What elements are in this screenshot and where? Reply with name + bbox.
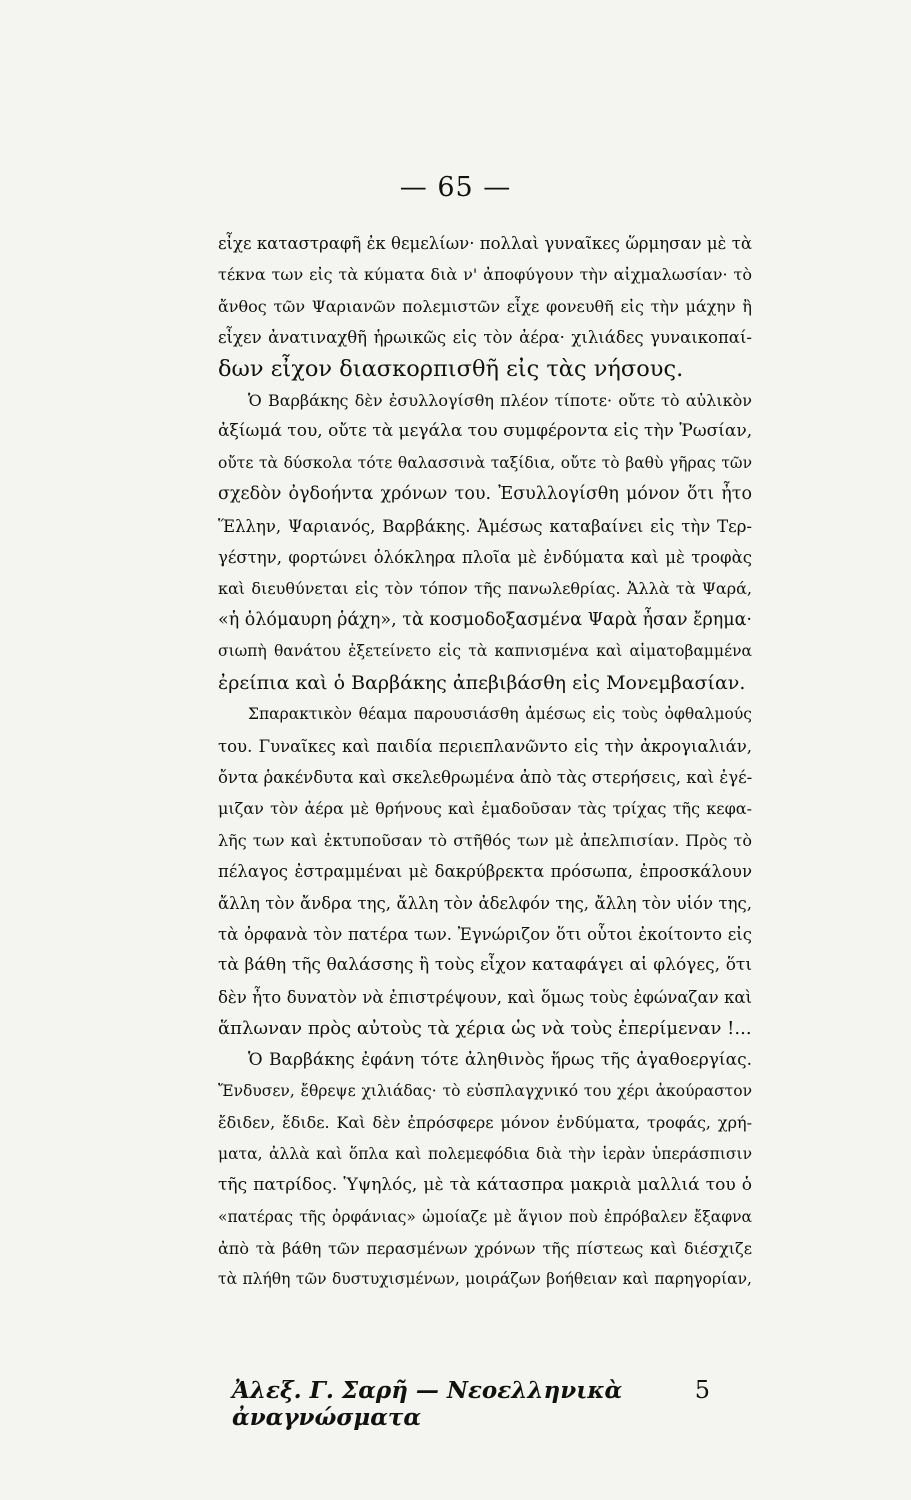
text-line: του. Γυναῖκες καὶ παιδία περιεπλανῶντο εἰς τὴν ἀκρογιαλιάν, [218,736,752,756]
page-footer [232,1376,710,1431]
paragraph [218,385,752,699]
text-line: ὄντα ῥακένδυτα καὶ σκελεθρωμένα ἀπὸ τὰς στερήσεις, καὶ ἐγέ- [218,767,753,787]
text-line: ἄνθος τῶν Ψαριανῶν πολεμιστῶν εἶχε φονευθῆ εἰς τὴν μάχην ἢ [218,296,752,316]
text-line: Ἔνδυσεν, ἔθρεψε χιλιάδας· τὸ εὐσπλαγχνικό του χέρι ἀκούραστον [218,1081,752,1100]
text-line: τὰ πλήθη τῶν δυστυχισμένων, μοιράζων βοήθειαν καὶ παρηγορίαν, [218,1270,752,1289]
text-line: σχεδὸν ὀγδοήντα χρόνων του. Ἐσυλλογίσθη μόνον ὅτι ἦτο [218,484,752,505]
text-line: πέλαγος ἐστραμμέναι μὲ δακρύβρεκτα πρόσωπα, ἐπροσκάλουν [218,862,752,882]
text-line: λῆς των καὶ ἐκτυποῦσαν τὸ στῆθός των μὲ ἀπελπισίαν. Πρὸς τὸ [218,830,752,850]
page-number: — 65 — [399,172,512,203]
text-line: σιωπὴ θανάτου ἐξετείνετο εἰς τὰ καπνισμένα καὶ αἱματοβαμμένα [218,642,752,661]
text-line: ἐρείπια καὶ ὁ Βαρβάκης ἀπεβιβάσθη εἰς Μονεμβασίαν. [218,671,746,694]
text-line: εἶχεν ἀνατιναχθῆ ἡρωικῶς εἰς τὸν ἀέρα· χιλιάδες γυναικοπαί- [218,328,752,348]
text-line: μιζαν τὸν ἀέρα μὲ θρήνους καὶ ἐμαδοῦσαν τὰς τρίχας τῆς κεφα- [218,799,752,819]
paragraph [218,699,752,1044]
paragraph [218,228,752,385]
text-line: Ὁ Βαρβάκης δὲν ἐσυλλογίσθη πλέον τίποτε· οὔτε τὸ αὐλικὸν [248,391,752,411]
text-line: ἅπλωναν πρὸς αὐτοὺς τὰ χέρια ὡς νὰ τοὺς ἐπερίμεναν !... [218,1018,752,1040]
text-line: γέστην, φορτώνει ὁλόκληρα πλοῖα μὲ ἐνδύματα καὶ μὲ τροφὰς [218,548,752,568]
text-line: ἄλλη τὸν ἄνδρα της, ἄλλη τὸν ἀδελφόν της, ἄλλη τὸν υἱόν της, [218,893,752,913]
text-line: εἶχε καταστραφῆ ἐκ θεμελίων· πολλαὶ γυναῖκες ὥρμησαν μὲ τὰ [218,234,752,253]
text-line: καὶ διευθύνεται εἰς τὸν τόπον τῆς πανωλεθρίας. Ἀλλὰ τὰ Ψαρά, [218,579,752,599]
footer-title: Ἀλεξ. Γ. Σαρῆ — Νεοελληνικὰ ἀναγνώσματα [232,1377,623,1431]
text-line: τὰ βάθη τῆς θαλάσσης ἢ τοὺς εἶχον καταφάγει αἱ φλόγες, ὅτι [218,955,752,976]
paragraph [218,1045,752,1296]
text-line: ματα, ἀλλὰ καὶ ὅπλα καὶ πολεμεφόδια διὰ τὴν ἱερὰν ὑπεράσπισιν [218,1144,752,1163]
text-line: τὰ ὀρφανὰ τὸν πατέρα των. Ἐγνώριζον ὅτι οὗτοι ἐκοίτοντο εἰς [218,924,752,944]
text-line: ἀξίωμά του, οὔτε τὰ μεγάλα του συμφέροντα εἰς τὴν Ῥωσίαν, [218,421,753,442]
signature-mark: 5 [694,1376,710,1404]
text-line: ἀπὸ τὰ βάθη τῶν περασμένων χρόνων τῆς πίστεως καὶ διέσχιζε [218,1239,752,1258]
text-line: δὲν ἦτο δυνατὸν νὰ ἐπιστρέψουν, καὶ ὅμως τοὺς ἐφώναζαν καὶ [218,987,752,1007]
text-line: «ἡ ὁλόμαυρη ῥάχη», τὰ κοσμοδοξασμένα Ψαρὰ ἦσαν ἔρημα· [218,609,752,630]
text-line: Ὁ Βαρβάκης ἐφάνη τότε ἀληθινὸς ἥρως τῆς ἀγαθοεργίας. [248,1049,752,1070]
text-line: Σπαρακτικὸν θέαμα παρουσιάσθη ἀμέσως εἰς τοὺς ὀφθαλμούς [248,705,752,724]
text-line: τέκνα των εἰς τὰ κύματα διὰ ν' ἀποφύγουν τὴν αἰχμαλωσίαν· τὸ [218,265,752,285]
text-line: ἔδιδεν, ἔδιδε. Καὶ δὲν ἐπρόσφερε μόνον ἐνδύματα, τροφάς, χρή- [218,1113,752,1133]
text-line: οὔτε τὰ δύσκολα τότε θαλασσινὰ ταξίδια, οὔτε τὸ βαθὺ γῆρας τῶν [218,453,752,472]
text-line: Ἕλλην, Ψαριανός, Βαρβάκης. Ἀμέσως καταβαίνει εἰς τὴν Τερ- [218,516,752,536]
text-line: «πατέρας τῆς ὀρφάνιας» ὡμοίαζε μὲ ἅγιον ποὺ ἐπρόβαλεν ἔξαφνα [218,1207,752,1226]
body-text [218,228,752,1296]
text-line: τῆς πατρίδος. Ὑψηλός, μὲ τὰ κάτασπρα μακριὰ μαλλιά του ὁ [218,1175,752,1196]
text-line: δων εἶχον διασκορπισθῆ εἰς τὰς νήσους. [218,355,684,382]
